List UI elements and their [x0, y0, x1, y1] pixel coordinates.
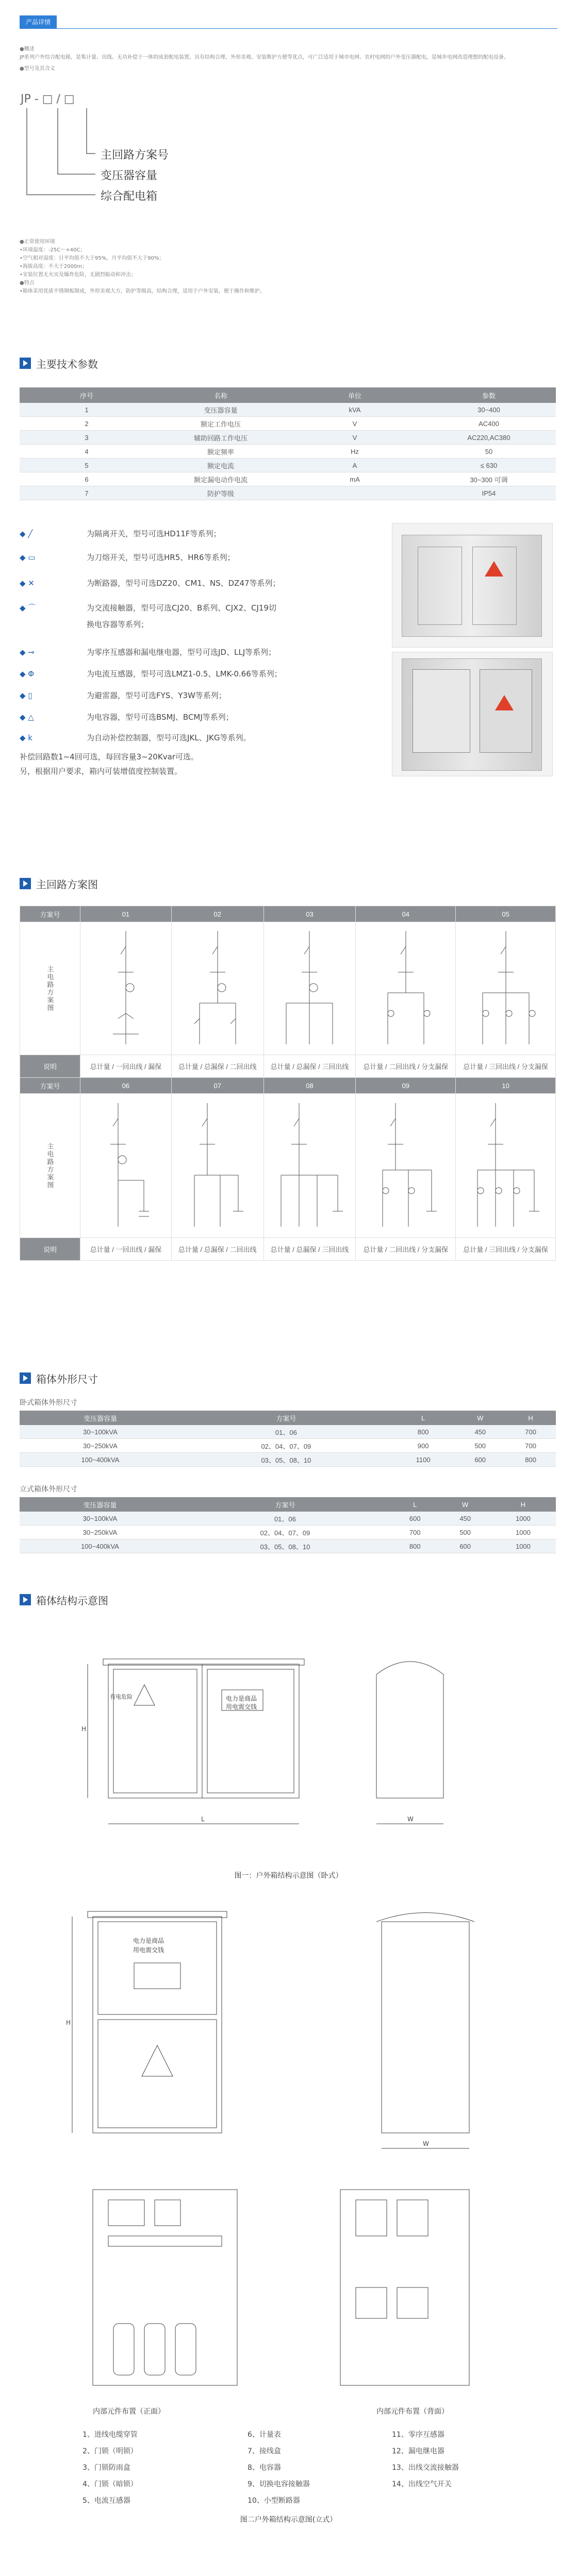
table-row	[20, 1453, 556, 1467]
cell: 600	[440, 1539, 490, 1553]
scheme-desc: 总计量 / 三回出线 / 分支漏保	[456, 1055, 556, 1078]
cell: 额定工作电压	[154, 417, 288, 431]
cell: 额定频率	[154, 445, 288, 459]
scheme-number: 08	[263, 1078, 356, 1094]
dims-title-text: 箱体外形尺寸	[36, 1372, 98, 1385]
table-row	[20, 459, 556, 472]
model-code-diagram	[21, 93, 175, 216]
cell: 30~400	[422, 403, 556, 417]
legend-item: 10、小型断路器	[248, 2497, 300, 2505]
table-row	[20, 1512, 556, 1526]
cell	[288, 486, 422, 500]
component-item	[20, 668, 282, 679]
cell: 800	[391, 1425, 455, 1439]
overview-title: ●概述	[20, 46, 35, 52]
cell: 700	[505, 1439, 556, 1453]
legend-item: 13、出线交流接触器	[392, 2464, 459, 2472]
cell: V	[288, 417, 422, 431]
section-arrow-icon	[20, 1594, 31, 1605]
table-row	[20, 431, 556, 445]
dims-header: L	[391, 1411, 455, 1425]
svg-text:H: H	[81, 1725, 87, 1733]
conditions-block	[20, 238, 556, 296]
cell: kVA	[288, 403, 422, 417]
cell: 500	[455, 1439, 505, 1453]
scheme-desc: 总计量 / 三回出线 / 分支漏保	[456, 1238, 556, 1261]
legend-item: 4、门锁（暗锁）	[83, 2480, 138, 2488]
model-meaning-3: 综合配电箱	[101, 190, 158, 203]
circuit-diagram	[456, 922, 556, 1055]
component-item	[20, 602, 276, 613]
legend-column-2	[248, 2427, 310, 2509]
cell: 03、05、08、10	[180, 1539, 390, 1553]
table-row	[20, 472, 556, 486]
cell: mA	[288, 472, 422, 486]
cell: 1000	[490, 1512, 556, 1526]
cell: 600	[455, 1453, 505, 1467]
panel-slogan-1: 电力是商品	[226, 1695, 257, 1702]
horizontal-dims-table	[20, 1411, 556, 1467]
spec-table	[20, 387, 556, 500]
model-prefix: JP	[21, 93, 31, 106]
legend-item: 9、切换电容接触器	[248, 2480, 310, 2488]
desc-label: 说明	[20, 1238, 80, 1261]
cell: 450	[455, 1425, 505, 1439]
table-row	[20, 403, 556, 417]
scheme-number: 07	[171, 1078, 263, 1094]
legend-column-3	[392, 2427, 459, 2493]
cell: 30~300 可调	[422, 472, 556, 486]
cell: 700	[505, 1425, 556, 1439]
cell: 4	[20, 445, 154, 459]
scheme-desc: 总计量 / 总漏保 / 二回出线	[171, 1238, 263, 1261]
scheme-number: 02	[171, 906, 263, 922]
panel-slogan-1: 电力是商品	[133, 1937, 164, 1944]
controller-symbol-icon: ◆ k	[20, 733, 32, 742]
cell: 额定电流	[154, 459, 288, 472]
circuit-diagram-icon	[271, 926, 348, 1049]
scheme-title-text: 主回路方案图	[36, 878, 98, 891]
legend-item: 7、接线盒	[248, 2447, 281, 2455]
condition-line: •环境温度：-25C～+40C；	[20, 247, 86, 253]
cell: 700	[390, 1526, 440, 1539]
model-slash: /	[56, 93, 60, 106]
legend-item: 2、门锁（明锁）	[83, 2447, 138, 2455]
table-row	[20, 1439, 556, 1453]
inner-panel-right	[480, 669, 532, 753]
circuit-diagram-icon	[179, 1098, 256, 1232]
dims-header: L	[390, 1497, 440, 1512]
cell: 1100	[391, 1453, 455, 1467]
cell: 30~100kVA	[20, 1425, 181, 1439]
condition-line: ●正常使用环境	[20, 239, 55, 245]
table-row	[20, 417, 556, 431]
component-item	[87, 619, 149, 630]
current-transformer-symbol-icon: ◆ Φ	[20, 669, 35, 679]
cell: IP54	[422, 486, 556, 500]
scheme-desc: 总计量 / 一回出线 / 漏保	[80, 1238, 172, 1261]
condition-line: ●特点	[20, 280, 35, 286]
scheme-section-title	[20, 876, 98, 891]
leakage-relay-symbol-icon: ◆ ⊸	[20, 648, 35, 657]
circuit-diagram-icon	[271, 1098, 348, 1232]
legend-item: 12、漏电继电器	[392, 2447, 444, 2455]
cell: 100~400kVA	[20, 1539, 180, 1553]
condition-line: •安装位置无火灾及爆炸危险，无剧烈振动和冲击；	[20, 272, 136, 278]
product-photo-1	[392, 523, 553, 648]
model-box-2: □	[63, 93, 75, 106]
table-row	[20, 1526, 556, 1539]
circuit-diagram	[171, 922, 263, 1055]
cell: 3	[20, 431, 154, 445]
cell: 30~250kVA	[20, 1439, 181, 1453]
model-title: ●型号及其含义	[20, 66, 55, 72]
vertical-dims-table	[20, 1497, 556, 1553]
header-divider	[20, 28, 557, 29]
inner-layout-drawings	[62, 2184, 516, 2401]
component-text: 为零序互感器和漏电继电器，型号可选JD、LLJ等系列；	[87, 648, 276, 657]
scheme-desc: 总计量 / 总漏保 / 三回出线	[263, 1238, 356, 1261]
structure-title-text: 箱体结构示意图	[36, 1594, 108, 1607]
svg-text:W: W	[423, 2140, 429, 2147]
component-text: 为交流接触器，型号可选CJ20、B系列、CJX2、CJ19切	[87, 603, 276, 613]
circuit-diagram-icon	[367, 1098, 444, 1232]
circuit-diagram	[263, 1094, 356, 1238]
spec-header: 单位	[288, 387, 422, 403]
legend-item: 6、计量表	[248, 2431, 281, 2439]
condition-line: •空气相对湿度：日平均值不大于95%，月平均值不大于90%；	[20, 256, 164, 261]
cabinet-door-right	[472, 547, 517, 625]
cell: 450	[440, 1512, 490, 1526]
capacitor-symbol-icon: ◆ △	[20, 713, 34, 722]
legend-column-1	[83, 2427, 138, 2509]
scheme-number: 09	[356, 1078, 456, 1094]
fuse-switch-symbol-icon: ◆ ▭	[20, 553, 36, 562]
cell: 800	[390, 1539, 440, 1553]
scheme-label: 方案号	[20, 1078, 80, 1094]
component-text: 为避雷器，型号可选FYS、Y3W等系列；	[87, 691, 226, 700]
dims-header: 变压器容量	[20, 1497, 180, 1512]
dims-header: H	[505, 1411, 556, 1425]
cell: 1000	[490, 1526, 556, 1539]
cell: 50	[422, 445, 556, 459]
back-layout-caption: 内部元件布置（背面）	[376, 2408, 449, 2416]
component-text: 为刀熔开关，型号可选HR5、HR6等系列；	[87, 553, 235, 562]
scheme-number: 05	[456, 906, 556, 922]
spec-header: 名称	[154, 387, 288, 403]
cell: 500	[440, 1526, 490, 1539]
legend-item: 5、电流互感器	[83, 2497, 130, 2505]
cell: 02、04、07、09	[181, 1439, 391, 1453]
section-arrow-icon	[20, 358, 31, 369]
cell: ≤ 630	[422, 459, 556, 472]
circuit-diagram-icon	[467, 926, 545, 1049]
fig1-caption: 图一：户外箱结构示意图（卧式）	[234, 1872, 343, 1880]
condition-line: •海拔高度：不大于2000m；	[20, 264, 88, 269]
table-row	[20, 1539, 556, 1553]
circuit-diagram	[171, 1094, 263, 1238]
component-item	[20, 528, 221, 539]
svg-text:L: L	[201, 1816, 205, 1823]
cell: 变压器容量	[154, 403, 288, 417]
fig2-caption: 图二户外箱结构示意图(立式）	[240, 2516, 337, 2524]
component-text: 为电容器，型号可选BSMJ、BCMJ等系列；	[87, 713, 234, 722]
cell: 5	[20, 459, 154, 472]
cell: 900	[391, 1439, 455, 1453]
cell: 800	[505, 1453, 556, 1467]
inner-panel-left	[413, 669, 470, 753]
svg-text:W: W	[407, 1816, 414, 1823]
warning-triangle-icon	[495, 695, 514, 710]
dims-header: 变压器容量	[20, 1411, 181, 1425]
component-item	[20, 690, 226, 701]
cell: 7	[20, 486, 154, 500]
scheme-desc: 总计量 / 总漏保 / 二回出线	[171, 1055, 263, 1078]
cabinet-door-left	[418, 547, 462, 625]
arrester-symbol-icon: ◆ ▯	[20, 691, 32, 700]
scheme-number: 04	[356, 906, 456, 922]
diagram-label: 主电路方案图	[20, 922, 80, 1055]
component-text: 换电容器等系列；	[87, 620, 149, 629]
scheme-desc: 总计量 / 总漏保 / 三回出线	[263, 1055, 356, 1078]
dims-header: W	[440, 1497, 490, 1512]
cell: 1	[20, 403, 154, 417]
circuit-diagram	[80, 922, 172, 1055]
spec-title-text: 主要技术参数	[36, 358, 98, 370]
dims-section-title	[20, 1370, 98, 1386]
vertical-cabinet-drawing	[52, 1906, 516, 2154]
cell: 01、06	[180, 1512, 390, 1526]
cell: 02、04、07、09	[180, 1526, 390, 1539]
component-item	[20, 732, 251, 743]
legend-item: 8、电容器	[248, 2464, 281, 2472]
component-text: 为电流互感器，型号可选LMZ1-0.5、LMK-0.66等系列；	[87, 669, 282, 679]
scheme-desc: 总计量 / 一回出线 / 漏保	[80, 1055, 172, 1078]
component-item	[20, 578, 281, 588]
panel-slogan-2: 用电需交钱	[133, 1946, 164, 1954]
overview-text: JP系列户外综合配电箱，是集计量、出线、无功补偿于一体的成套配电装置，具有结构合理、外形美观、安装维护方便等优点，可广泛适用于城市电网、农村电网的户外变压器配电，是城乡电网改造理想的配电设备。	[20, 55, 509, 60]
circuit-diagram-icon	[179, 926, 256, 1049]
svg-text:H: H	[66, 2019, 71, 2026]
spec-header: 参数	[422, 387, 556, 403]
scheme-number: 10	[456, 1078, 556, 1094]
model-code: JP - □ / □	[21, 93, 75, 106]
circuit-diagram	[80, 1094, 172, 1238]
contactor-symbol-icon: ◆ ⌒	[20, 603, 36, 613]
component-item	[20, 552, 235, 563]
cell: 01、06	[181, 1425, 391, 1439]
dims-header: 方案号	[180, 1497, 390, 1512]
condition-line: •箱体采用优质不锈钢板制成，外形美观大方，防护等级高，结构合理，适用于户外安装，便于操作和维护。	[20, 289, 265, 294]
warning-label: 有电危险	[110, 1693, 133, 1700]
cell: 100~400kVA	[20, 1453, 181, 1467]
model-box-1: □	[42, 93, 53, 106]
product-photo-2	[392, 652, 553, 776]
legend-item: 1、进线电缆穿管	[83, 2431, 138, 2439]
circuit-diagram-icon	[87, 1098, 164, 1232]
cell: 30~100kVA	[20, 1512, 180, 1526]
circuit-diagram-icon	[467, 1098, 545, 1232]
dims-header: W	[455, 1411, 505, 1425]
cell: 600	[390, 1512, 440, 1526]
cell: 2	[20, 417, 154, 431]
component-item	[20, 647, 276, 657]
component-item	[20, 711, 234, 722]
table-row	[20, 445, 556, 459]
cell: 辅助回路工作电压	[154, 431, 288, 445]
breaker-symbol-icon: ◆ ✕	[20, 579, 35, 588]
legend-item: 3、门锁防雨盒	[83, 2464, 130, 2472]
horizontal-cabinet-drawing	[67, 1628, 521, 1865]
scheme-label: 方案号	[20, 906, 80, 922]
compensation-note: 补偿回路数1~4回可选，每回容量3~20Kvar可选。	[20, 752, 199, 761]
spec-section-title	[20, 355, 98, 371]
legend-item: 14、出线空气开关	[392, 2480, 452, 2488]
spec-header: 序号	[20, 387, 154, 403]
cabinet-body	[402, 535, 542, 637]
intro-section	[20, 45, 556, 73]
cell: 额定漏电动作电流	[154, 472, 288, 486]
dims-header: 方案号	[181, 1411, 391, 1425]
model-meaning-1: 主回路方案号	[101, 149, 169, 162]
circuit-diagram	[356, 1094, 456, 1238]
front-layout-caption: 内部元件布置（正面）	[93, 2408, 165, 2416]
circuit-diagram-icon	[87, 926, 164, 1049]
legend-item: 11、零序互感器	[392, 2431, 444, 2439]
warning-triangle-icon	[485, 561, 503, 577]
product-detail-tab[interactable]: 产品详情	[20, 15, 57, 28]
component-text: 为隔离开关，型号可选HD11F等系列；	[87, 529, 221, 538]
cell: 6	[20, 472, 154, 486]
cabinet-inner	[402, 658, 542, 771]
scheme-number: 06	[80, 1078, 172, 1094]
component-text: 为断路器，型号可选DZ20、CM1、NS、DZ47等系列；	[87, 579, 281, 588]
cell: AC400	[422, 417, 556, 431]
horizontal-dims-title: 卧式箱体外形尺寸	[20, 1399, 77, 1407]
cell: 03、05、08、10	[181, 1453, 391, 1467]
scheme-number: 01	[80, 906, 172, 922]
circuit-diagram	[456, 1094, 556, 1238]
isolator-symbol-icon: ◆ ╱	[20, 529, 33, 538]
table-row	[20, 1425, 556, 1439]
scheme-table	[20, 906, 556, 1261]
cell: 1000	[490, 1539, 556, 1553]
cell: V	[288, 431, 422, 445]
section-arrow-icon	[20, 1372, 31, 1384]
cell: A	[288, 459, 422, 472]
table-row	[20, 486, 556, 500]
diagram-label: 主电路方案图	[20, 1094, 80, 1238]
circuit-diagram-icon	[367, 926, 444, 1049]
cell: AC220,AC380	[422, 431, 556, 445]
cell: Hz	[288, 445, 422, 459]
vertical-dims-title: 立式箱体外形尺寸	[20, 1485, 77, 1494]
extra-note: 另，根据用户要求，箱内可装增值度控制装置。	[20, 767, 183, 776]
component-list	[20, 528, 381, 744]
model-meaning-2: 变压器容量	[101, 170, 158, 182]
structure-section-title	[20, 1592, 108, 1607]
dims-header: H	[490, 1497, 556, 1512]
component-text: 为自动补偿控制器，型号可选JKL、JKG等系列。	[87, 733, 251, 742]
desc-label: 说明	[20, 1055, 80, 1078]
section-arrow-icon	[20, 878, 31, 889]
scheme-desc: 总计量 / 二回出线 / 分支漏保	[356, 1055, 456, 1078]
circuit-diagram	[356, 922, 456, 1055]
scheme-desc: 总计量 / 二回出线 / 分支漏保	[356, 1238, 456, 1261]
cell: 防护等级	[154, 486, 288, 500]
scheme-number: 03	[263, 906, 356, 922]
panel-slogan-2: 用电需交钱	[226, 1703, 257, 1710]
cell: 30~250kVA	[20, 1526, 180, 1539]
circuit-diagram	[263, 922, 356, 1055]
